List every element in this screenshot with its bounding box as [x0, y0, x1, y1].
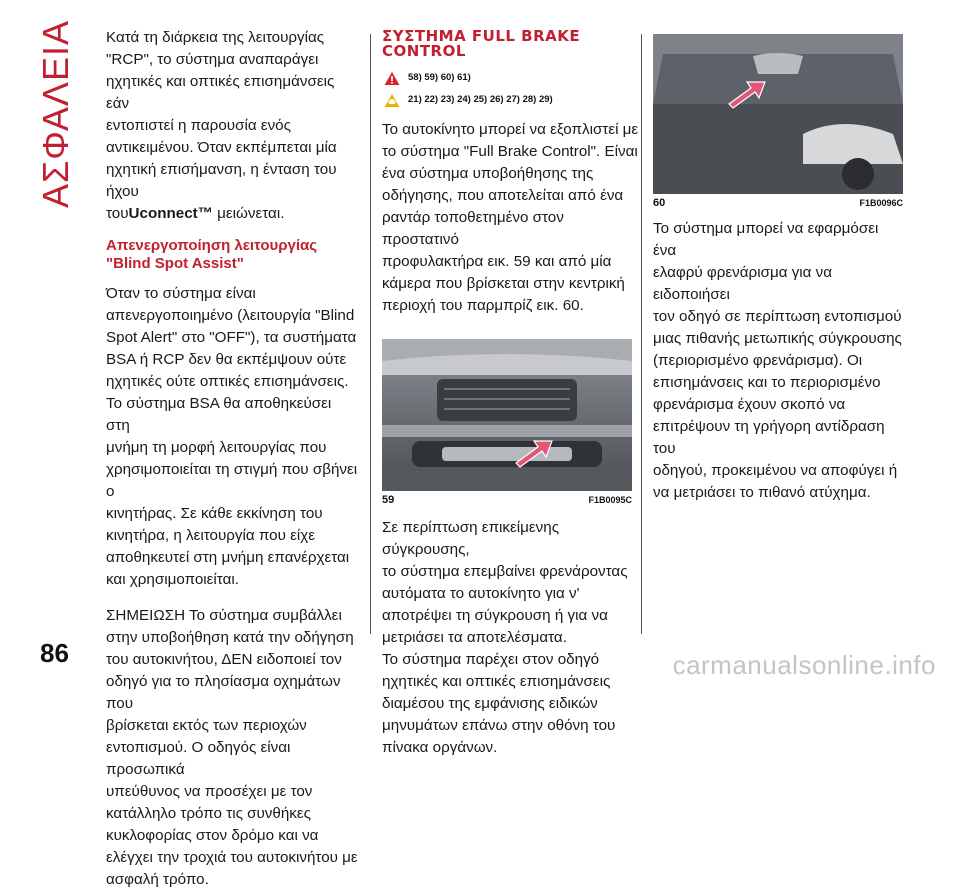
- text-column-1: [106, 27, 358, 891]
- uconnect-brand-text: Uconnect™: [128, 205, 213, 222]
- figure-number: 59: [382, 494, 395, 506]
- blind-spot-subheading: Απενεργοποίηση λειτουργίας "Blind Spot Assist": [106, 237, 318, 272]
- intro-paragraph: [106, 27, 358, 225]
- text-line: απενεργοποιημένο (λειτουργία "Blind: [106, 307, 355, 324]
- text-line: ασφαλή τρόπο.: [106, 871, 209, 888]
- text-line: αντικειμένου. Όταν εκπέμπεται μία: [106, 139, 337, 156]
- figure-60-caption: [653, 196, 903, 210]
- collision-paragraph: [382, 517, 640, 759]
- section-side-tab: [30, 20, 82, 220]
- car-front-bumper-illustration: [382, 339, 632, 491]
- text-line: ελαφρύ φρενάρισμα για να ειδοποιήσει: [653, 264, 833, 303]
- text-line: επισημάνσεις και το περιορισμένο: [653, 374, 881, 391]
- text-line: κατάλληλο τρόπο τις συνθήκες: [106, 805, 311, 822]
- text-line: κυκλοφορίας στον δρόμο και να: [106, 827, 319, 844]
- caution-references: 21) 22) 23) 24) 25) 26) 27) 28) 29): [408, 94, 553, 105]
- text-line: κάμερα που βρίσκεται στην κεντρική: [382, 275, 625, 292]
- text-line: ΣΗΜΕΙΩΣΗ Το σύστημα συμβάλλει: [106, 607, 342, 624]
- text-line: χρησιμοποιείται τη στιγμή που σβήνει ο: [106, 461, 358, 500]
- text-line: ηχητική επισήμανση, η ένταση του ήχου: [106, 161, 337, 200]
- site-watermark: carmanualsonline.info: [672, 650, 936, 680]
- text-line: επιτρέψουν τη γρήγορη αντίδραση του: [653, 418, 885, 457]
- text-line: Spot Alert" στο "OFF"), τα συστήματα: [106, 329, 357, 346]
- figure-59-caption: [382, 493, 632, 507]
- text-fragment: μειώνεται.: [212, 205, 285, 222]
- text-line: (περιορισμένο φρενάρισμα). Οι: [653, 352, 863, 369]
- text-line: αυτόματα το αυτοκίνητο για ν': [382, 585, 580, 602]
- text-line: ραντάρ τοποθετημένο στον προστατινό: [382, 209, 564, 248]
- figure-number: 60: [653, 197, 666, 209]
- text-line: εντοπιστεί η παρουσία ενός: [106, 117, 291, 134]
- text-line: Σε περίπτωση επικείμενης σύγκρουσης,: [382, 519, 560, 558]
- caution-reference-row: [384, 89, 640, 111]
- text-column-2: [382, 27, 640, 759]
- text-line: [106, 203, 358, 225]
- text-line: κινητήρας. Σε κάθε εκκίνηση του: [106, 505, 323, 522]
- text-line: στην υποβοήθηση κατά την οδήγηση: [106, 629, 354, 646]
- text-line: Το σύστημα παρέχει στον οδηγό: [382, 651, 600, 668]
- text-line: τον οδηγό σε περίπτωση εντοπισμού: [653, 308, 902, 325]
- column-divider: [641, 34, 642, 634]
- text-line: οδήγησης, που αποτελείται από ένα: [382, 187, 624, 204]
- text-line: προφυλακτήρα εικ. 59 και από μία: [382, 253, 612, 270]
- column-divider: [370, 34, 371, 634]
- page-number: 86: [40, 638, 69, 668]
- text-line: Το σύστημα μπορεί να εφαρμόσει ένα: [653, 220, 879, 259]
- text-column-3: [653, 34, 903, 504]
- text-line: μνήμη τη μορφή λειτουργίας που: [106, 439, 327, 456]
- text-line: κινητήρα, η λειτουργία που είχε: [106, 527, 315, 544]
- text-line: φρενάρισμα έχουν σκοπό να: [653, 396, 846, 413]
- text-line: Κατά τη διάρκεια της λειτουργίας: [106, 29, 325, 46]
- text-line: οδηγό για το πλησίασμα οχημάτων που: [106, 673, 341, 712]
- text-line: μηνυμάτων επάνω στην οθόνη του: [382, 717, 616, 734]
- figure-code: F1B0095C: [588, 495, 632, 505]
- text-line: "RCP", το σύστημα αναπαράγει: [106, 51, 319, 68]
- text-line: του αυτοκινήτου, ΔΕΝ ειδοποιεί τον: [106, 651, 342, 668]
- text-line: Το σύστημα BSA θα αποθηκεύσει στη: [106, 395, 332, 434]
- text-line: και χρησιμοποιείται.: [106, 571, 239, 588]
- text-line: το σύστημα "Full Brake Control". Είναι: [382, 143, 638, 160]
- text-line: να μετριάσει το πιθανό ατύχημα.: [653, 484, 871, 501]
- pointer-arrow-icon: [727, 78, 767, 110]
- text-line: περιοχή του παρμπρίζ εικ. 60.: [382, 297, 584, 314]
- fbc-intro-paragraph: [382, 119, 640, 317]
- text-line: μετριάσει τα αποτελέσματα.: [382, 629, 567, 646]
- figure-59-bumper-radar: [382, 339, 632, 491]
- text-line: το σύστημα επεμβαίνει φρενάροντας: [382, 563, 628, 580]
- pointer-arrow-icon: [514, 437, 554, 469]
- text-fragment: του: [106, 205, 129, 222]
- text-line: ηχητικές ούτε οπτικές επισημάνσεις.: [106, 373, 349, 390]
- car-windscreen-illustration: [653, 34, 903, 194]
- full-brake-control-heading: [382, 29, 640, 59]
- text-line: BSA ή RCP δεν θα εκπέμψουν ούτε: [106, 351, 347, 368]
- text-line: ηχητικές και οπτικές επισημάνσεις: [382, 673, 611, 690]
- text-line: υπεύθυνος να προσέχει με τον: [106, 783, 313, 800]
- text-line: διαμέσου της εμφάνισης ειδικών: [382, 695, 598, 712]
- heading-line: CONTROL: [382, 42, 466, 60]
- text-line: οδηγού, προκειμένου να αποφύγει ή: [653, 462, 898, 479]
- text-line: αποθηκευτεί στη μνήμη επανέρχεται: [106, 549, 350, 566]
- limited-braking-paragraph: [653, 218, 903, 504]
- text-line: αποτρέψει τη σύγκρουση ή για να: [382, 607, 608, 624]
- caution-car-icon: [384, 93, 400, 108]
- figure-60-windscreen-camera: [653, 34, 903, 194]
- text-line: ελέγχει την τροχιά του αυτοκινήτου με: [106, 849, 358, 866]
- deactivation-paragraph: [106, 283, 358, 591]
- text-line: ένα σύστημα υποβοήθησης της: [382, 165, 594, 182]
- note-paragraph: [106, 605, 358, 891]
- figure-code: F1B0096C: [859, 198, 903, 208]
- heading-line: ΣΥΣΤΗΜΑ FULL BRAKE: [382, 27, 581, 45]
- warning-triangle-icon: [384, 71, 400, 86]
- text-line: εντοπισμού. Ο οδηγός είναι προσωπικά: [106, 739, 291, 778]
- text-line: βρίσκεται εκτός των περιοχών: [106, 717, 307, 734]
- text-line: Το αυτοκίνητο μπορεί να εξοπλιστεί με: [382, 121, 639, 138]
- text-line: μιας πιθανής μετωπικής σύγκρουσης: [653, 330, 902, 347]
- section-side-tab-label: ΑΣΦΑΛΕΙΑ: [35, 20, 76, 209]
- warning-references: 58) 59) 60) 61): [408, 72, 471, 83]
- warning-reference-row: [384, 67, 640, 89]
- text-line: Όταν το σύστημα είναι: [106, 285, 256, 302]
- text-line: πίνακα οργάνων.: [382, 739, 498, 756]
- text-line: ηχητικές και οπτικές επισημάνσεις εάν: [106, 73, 335, 112]
